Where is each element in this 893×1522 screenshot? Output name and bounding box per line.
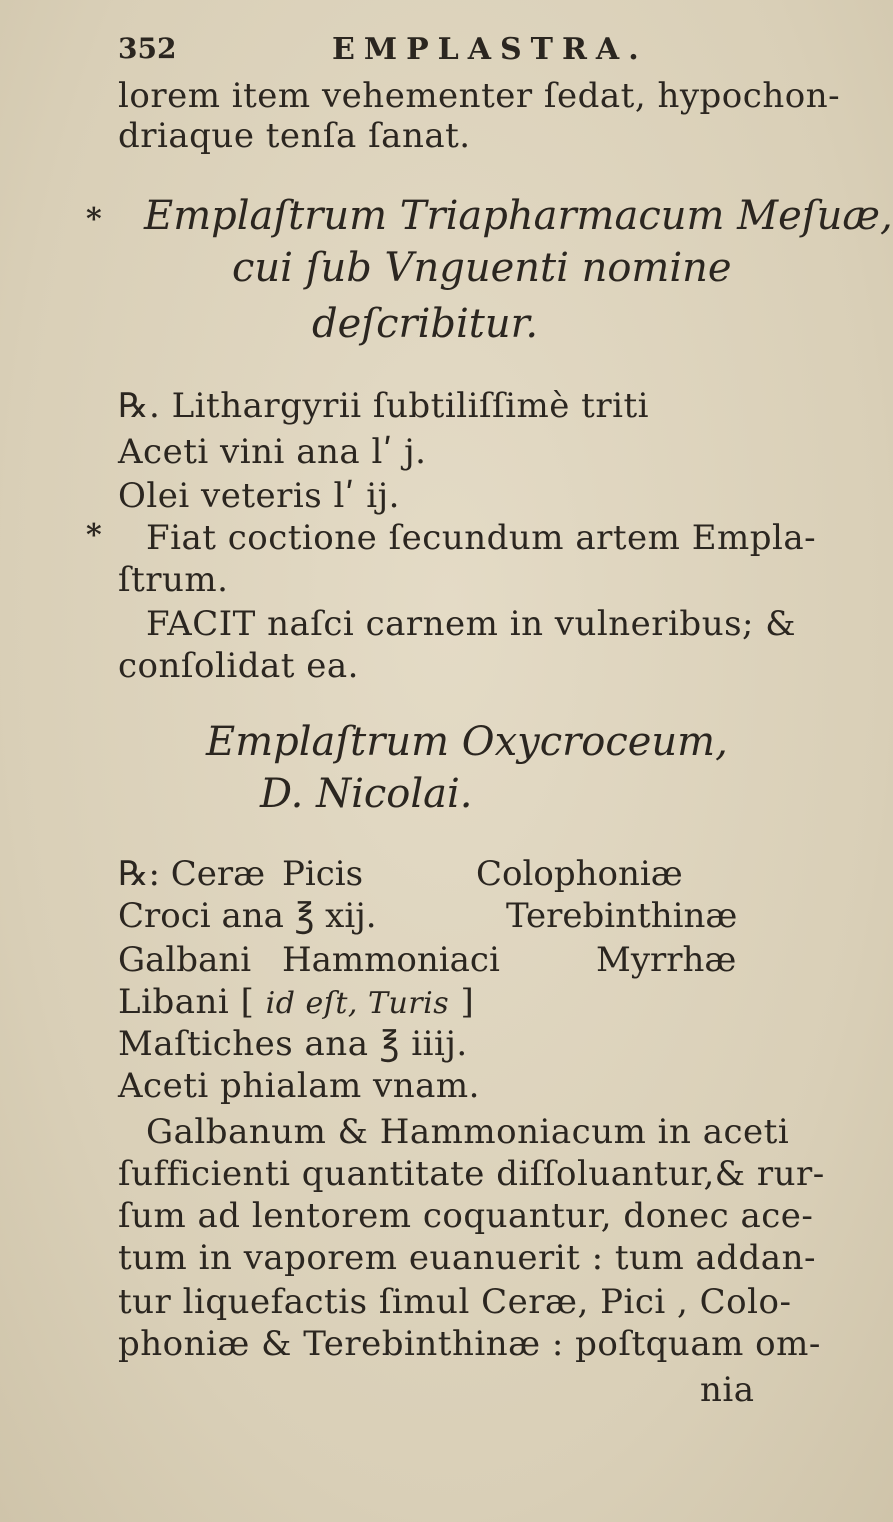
recipe-line: Aceti vini ana lʹ j. bbox=[118, 432, 427, 472]
asterisk-marker: * bbox=[86, 202, 102, 237]
text-line: ſufficienti quantitate diſſoluantur,& rur- bbox=[118, 1154, 825, 1194]
ingredient: Colophoniæ bbox=[476, 854, 683, 894]
catchword: nia bbox=[700, 1370, 755, 1410]
section-heading: Emplaſtrum Oxycroceum, bbox=[206, 719, 728, 765]
libani-close: ] bbox=[460, 982, 475, 1022]
text-line: lorem item vehementer ſedat, hypochon- bbox=[118, 76, 841, 116]
text-line: ſtrum. bbox=[118, 560, 229, 600]
ingredient: ℞: Ceræ bbox=[118, 854, 266, 894]
recipe-line: ℞. Lithargyrii ſubtiliſſimè triti bbox=[118, 386, 649, 426]
section-heading: D. Nicolai. bbox=[260, 771, 473, 817]
recipe-line: Olei veteris lʹ ij. bbox=[118, 476, 400, 516]
text-line: conſolidat ea. bbox=[118, 646, 359, 686]
ingredient: Croci ana ℥ xij. bbox=[118, 896, 377, 936]
section-heading: deſcribitur. bbox=[312, 301, 539, 347]
text-line: tur liquefactis ſimul Ceræ, Pici , Colo- bbox=[118, 1282, 792, 1322]
page-number: 352 bbox=[118, 32, 177, 65]
text-line: tum in vaporem euanuerit : tum addan- bbox=[118, 1238, 816, 1278]
section-heading: Emplaſtrum Triapharmacum Meſuæ, bbox=[144, 193, 893, 239]
ingredient: Myrrhæ bbox=[596, 940, 737, 980]
text-line: ſum ad lentorem coquantur, donec ace- bbox=[118, 1196, 814, 1236]
ingredient: Galbani bbox=[118, 940, 252, 980]
ingredient: Picis bbox=[282, 854, 364, 894]
recipe-line: Maſtiches ana ℥ iiij. bbox=[118, 1024, 468, 1064]
ingredient: Terebinthinæ bbox=[506, 896, 738, 936]
ingredient: Hammoniaci bbox=[282, 940, 500, 980]
text-line: Fiat coctione ſecundum artem Empla- bbox=[146, 518, 817, 558]
asterisk-marker: * bbox=[86, 518, 102, 553]
libani-text: Libani [ bbox=[118, 982, 255, 1022]
running-title: EMPLASTRA. bbox=[332, 32, 648, 67]
section-heading: cui ſub Vnguenti nomine bbox=[232, 245, 732, 291]
recipe-line bbox=[118, 982, 474, 1024]
running-head bbox=[118, 32, 718, 72]
recipe-line: Aceti phialam vnam. bbox=[118, 1066, 480, 1106]
text-line: FACIT naſci carnem in vulneribus; & bbox=[146, 604, 797, 644]
text-line: phoniæ & Terebinthinæ : poſtquam om- bbox=[118, 1324, 821, 1364]
libani-gloss: id eſt, Turis bbox=[265, 986, 450, 1021]
text-line: driaque tenſa ſanat. bbox=[118, 116, 471, 156]
text-line: Galbanum & Hammoniacum in aceti bbox=[146, 1112, 790, 1152]
